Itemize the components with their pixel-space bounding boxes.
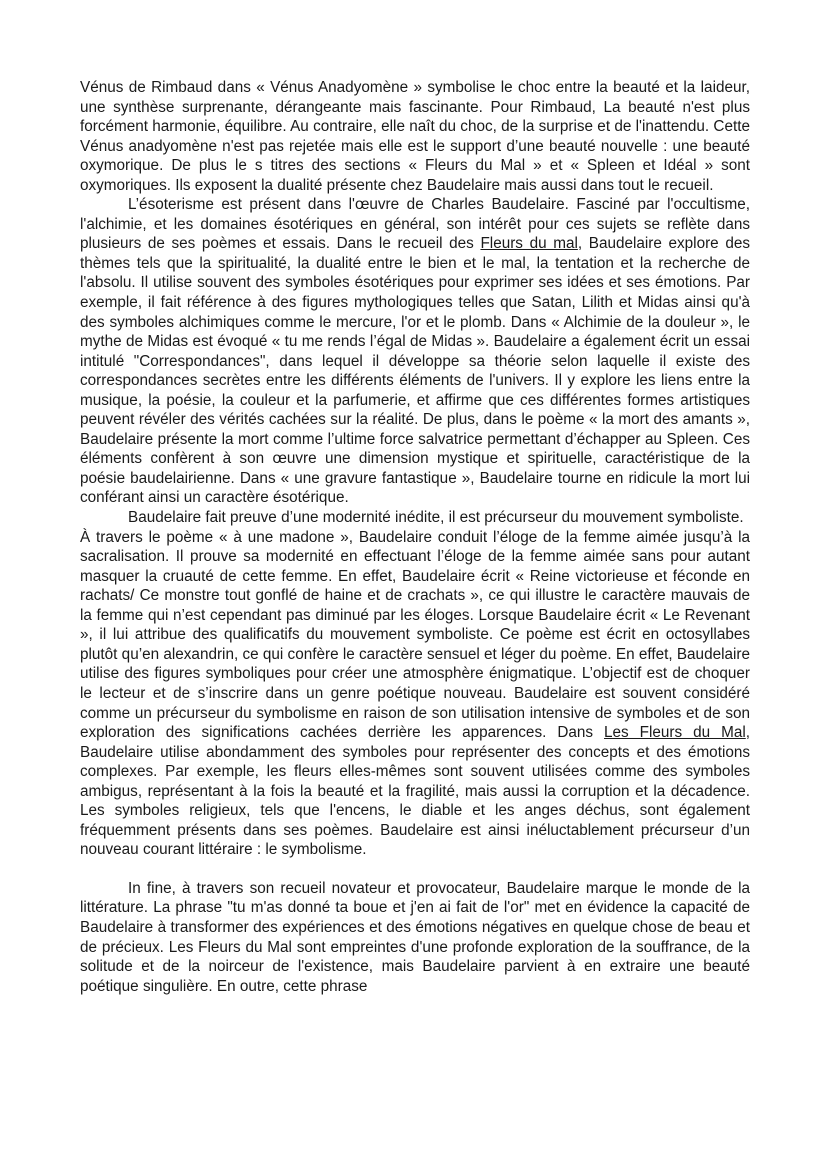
- text-segment: L’ésoterisme est présent dans l'œuvre de Charles Baudelaire. Fasciné par l'occultisme, l'alchimie, et les domaines ésotériques en général, son intérêt pour ces sujets se reflète dans plusieurs de ses poèmes et essais. Dans le recueil des: [80, 196, 750, 253]
- text-segment: , Baudelaire explore des thèmes tels que la spiritualité, la dualité entre le bien et le mal, la tentation et la recherche de l'absolu. Il utilise souvent des symboles ésotériques pour exprimer ses idées et ses émotions. Par exemple, il fait référence à des figures mythologiques telles que Satan, Lilith et Midas ainsi qu'à des symboles alchimiques comme le mercure, l'or et le plomb. Dans « Alchimie de la douleur », le mythe de Midas est évoqué « tu me rends l’égal de Midas ». Baudelaire a également écrit un essai intitulé "Correspondances", dans lequel il développe sa théorie selon laquelle il existe des correspondances secrètes entre les différents éléments de l'univers. Il y explore les liens entre la musique, la poésie, la couleur et la parfumerie, et affirme que ces différentes formes artistiques peuvent révéler des vérités cachées sur la réalité. De plus, dans le poème « la mort des amants », Baudelaire présente la mort comme l’ultime force salvatrice permettant d’échapper au Spleen. Ces éléments confèrent à son œuvre une dimension mystique et spirituelle, caractéristique de la poésie baudelairienne. Dans « une gravure fantastique », Baudelaire tourne en ridicule la mort lui conférant ainsi un caractère ésotérique.: [80, 235, 750, 507]
- book-title-fleurs-du-mal: Fleurs du mal: [480, 235, 578, 253]
- paragraph-esoterisme: [80, 195, 750, 508]
- paragraph-modernite: Baudelaire fait preuve d’une modernité inédite, il est précurseur du mouvement symboliste.: [128, 509, 744, 527]
- paragraph-rimbaud-venus: Vénus de Rimbaud dans « Vénus Anadyomène » symbolise le choc entre la beauté et la laideur, une synthèse surprenante, dérangeante mais fascinante. Pour Rimbaud, La beauté n'est plus forcément harmonie, équilibre. Au contraire, elle naît du choc, de la surprise et de l'inattendu. Cette Vénus anadyomène n'est pas rejetée mais elle est le support d’une beauté nouvelle : une beauté oxymorique. De plus le s titres des sections « Fleurs du Mal » et « Spleen et Idéal » sont oxymoriques. Ils exposent la dualité présente chez Baudelaire mais aussi dans tout le recueil.: [80, 79, 750, 194]
- paragraph-conclusion: In fine, à travers son recueil novateur et provocateur, Baudelaire marque le monde de la littérature. La phrase "tu m'as donné ta boue et j'en ai fait de l'or" met en évidence la capacité de Baudelaire à transformer des expériences et des émotions négatives en quelque chose de beau et de précieux. Les Fleurs du Mal sont empreintes d'une profonde exploration de la souffrance, de la solitude et de la noirceur de l'existence, mais Baudelaire parvient à en extraire une beauté poétique singulière. En outre, cette phrase: [80, 879, 750, 995]
- book-title-les-fleurs-du-mal: Les Fleurs du Mal: [604, 724, 746, 742]
- text-segment: , Baudelaire utilise abondamment des symboles pour représenter des concepts et des émotions complexes. Par exemple, les fleurs elles-mêmes sont souvent utilisées comme des symboles ambigus, représentant à la fois la beauté et la fragilité, mais aussi la corruption et la décadence. Les symboles religieux, tels que l'encens, le diable et les anges déchus, sont également fréquemment présents dans ses poèmes. Baudelaire est ainsi inéluctablement précurseur d’un nouveau courant littéraire : le symbolisme.: [80, 724, 750, 859]
- text-segment: À travers le poème « à une madone », Baudelaire conduit l’éloge de la femme aimée jusqu’à la sacralisation. Il prouve sa modernité en effectuant l’éloge de la femme aimée sans pour autant masquer la cruauté de cette femme. En effet, Baudelaire écrit « Reine victorieuse et féconde en rachats/ Ce monstre tout gonflé de haine et de crachats », ce qui illustre le caractère mauvais de la femme qui n’est cependant pas diminué par les éloges. Lorsque Baudelaire écrit « Le Revenant », il lui attribue des qualificatifs du mouvement symboliste. Ce poème est écrit en octosyllabes plutôt qu’en alexandrin, ce qui confère le caractère sensuel et léger du poème. En effet, Baudelaire utilise des figures symboliques pour créer une atmosphère énigmatique. L’objectif est de choquer le lecteur et de s’inscrire dans un genre poétique nouveau. Baudelaire est souvent considéré comme un précurseur du symbolisme en raison de son utilisation intensive de symboles et de son exploration des significations cachées derrière les apparences. Dans: [80, 528, 750, 742]
- paragraph-madone-symbolisme: [80, 528, 750, 860]
